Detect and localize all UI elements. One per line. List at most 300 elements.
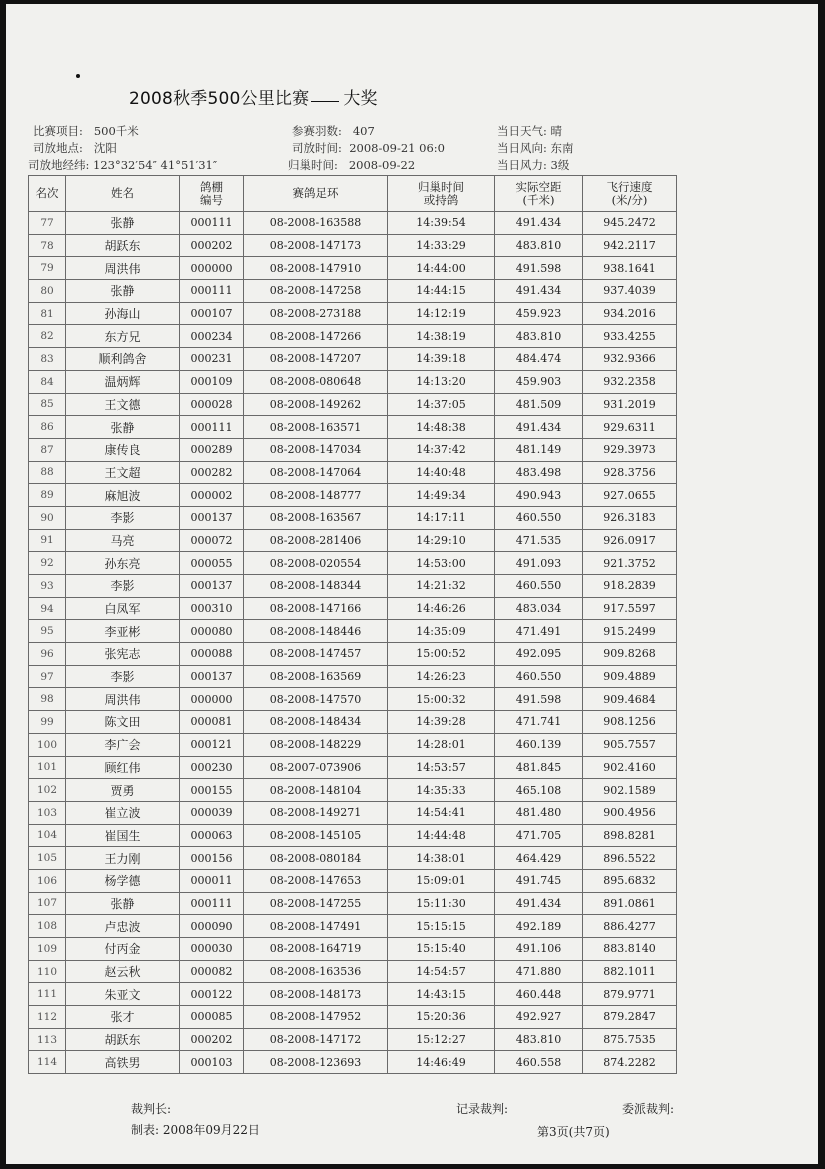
cell-rank: 108 (29, 915, 66, 938)
cell-name: 张静 (66, 892, 180, 915)
cell-name: 温炳辉 (66, 370, 180, 393)
table-row (29, 257, 677, 280)
cell-ring: 08-2008-147255 (244, 892, 388, 915)
cell-speed: 917.5597 (583, 597, 677, 620)
cell-speed: 929.3973 (583, 438, 677, 461)
header-speed-line2: (米/分) (611, 192, 648, 207)
cell-loft: 000234 (180, 325, 244, 348)
table-row (29, 212, 677, 235)
table-row (29, 688, 677, 711)
cell-name: 白凤军 (66, 597, 180, 620)
table-row (29, 234, 677, 257)
cell-ring: 08-2008-020554 (244, 552, 388, 575)
header-rank: 名次 (29, 176, 66, 212)
cell-ring: 08-2008-148777 (244, 484, 388, 507)
cell-name: 孙东亮 (66, 552, 180, 575)
cell-speed: 934.2016 (583, 302, 677, 325)
cell-speed: 902.4160 (583, 756, 677, 779)
cell-rank: 82 (29, 325, 66, 348)
release-time-label: 司放时间: (292, 141, 342, 155)
table-row (29, 529, 677, 552)
cell-time: 15:15:40 (388, 938, 495, 961)
table-row (29, 393, 677, 416)
cell-rank: 91 (29, 529, 66, 552)
cell-distance: 491.434 (495, 416, 583, 439)
cell-rank: 86 (29, 416, 66, 439)
cell-time: 14:54:41 (388, 801, 495, 824)
cell-loft: 000109 (180, 370, 244, 393)
cell-name: 东方兄 (66, 325, 180, 348)
cell-ring: 08-2008-149262 (244, 393, 388, 416)
release-place-field (33, 140, 117, 156)
wind-direction-field (497, 140, 574, 156)
table-row (29, 438, 677, 461)
table-row (29, 416, 677, 439)
cell-ring: 08-2008-147207 (244, 348, 388, 371)
cell-name: 张静 (66, 416, 180, 439)
cell-time: 14:38:01 (388, 847, 495, 870)
cell-speed: 918.2839 (583, 575, 677, 598)
cell-rank: 100 (29, 733, 66, 756)
cell-speed: 938.1641 (583, 257, 677, 280)
cell-time: 14:54:57 (388, 960, 495, 983)
cell-rank: 97 (29, 665, 66, 688)
cell-name: 周洪伟 (66, 257, 180, 280)
cell-loft: 000063 (180, 824, 244, 847)
cell-distance: 481.149 (495, 438, 583, 461)
table-row (29, 370, 677, 393)
header-name: 姓名 (66, 176, 180, 212)
table-row (29, 938, 677, 961)
cell-loft: 000090 (180, 915, 244, 938)
cell-ring: 08-2008-163569 (244, 665, 388, 688)
cell-rank: 107 (29, 892, 66, 915)
cell-speed: 896.5522 (583, 847, 677, 870)
document-title (129, 84, 378, 109)
cell-distance: 460.139 (495, 733, 583, 756)
cell-rank: 113 (29, 1028, 66, 1051)
cell-speed: 945.2472 (583, 212, 677, 235)
cell-distance: 483.810 (495, 325, 583, 348)
table-row (29, 801, 677, 824)
page-indicator: 第3页(共7页) (537, 1125, 610, 1139)
cell-loft: 000111 (180, 416, 244, 439)
cell-loft: 000039 (180, 801, 244, 824)
title-blank-line (311, 100, 339, 102)
cell-rank: 93 (29, 575, 66, 598)
cell-speed: 882.1011 (583, 960, 677, 983)
table-row (29, 552, 677, 575)
cell-speed: 902.1589 (583, 779, 677, 802)
cell-distance: 481.845 (495, 756, 583, 779)
cell-loft: 000002 (180, 484, 244, 507)
cell-speed: 921.3752 (583, 552, 677, 575)
cell-speed: 909.8268 (583, 643, 677, 666)
cell-speed: 883.8140 (583, 938, 677, 961)
cell-rank: 89 (29, 484, 66, 507)
event-field (33, 123, 139, 139)
cell-ring: 08-2008-147064 (244, 461, 388, 484)
cell-ring: 08-2008-273188 (244, 302, 388, 325)
cell-distance: 471.705 (495, 824, 583, 847)
cell-name: 李广会 (66, 733, 180, 756)
cell-speed: 927.0655 (583, 484, 677, 507)
table-row (29, 348, 677, 371)
cell-time: 14:46:26 (388, 597, 495, 620)
cell-name: 高铁男 (66, 1051, 180, 1074)
cell-distance: 491.745 (495, 869, 583, 892)
cell-ring: 08-2008-148344 (244, 575, 388, 598)
cell-distance: 465.108 (495, 779, 583, 802)
cell-distance: 471.880 (495, 960, 583, 983)
cell-loft: 000082 (180, 960, 244, 983)
cell-time: 14:37:42 (388, 438, 495, 461)
table-row (29, 665, 677, 688)
cell-name: 孙海山 (66, 302, 180, 325)
cell-distance: 483.034 (495, 597, 583, 620)
cell-ring: 08-2008-147173 (244, 234, 388, 257)
cell-distance: 492.189 (495, 915, 583, 938)
header-time-line2: 或持鸽 (423, 192, 459, 207)
cell-loft: 000156 (180, 847, 244, 870)
header-ring: 赛鸽足环 (244, 176, 388, 212)
table-row (29, 711, 677, 734)
wind-direction-label: 当日风向: (497, 141, 547, 155)
cell-name: 杨学德 (66, 869, 180, 892)
title-main: 2008秋季500公里比赛 (129, 89, 310, 109)
cell-rank: 109 (29, 938, 66, 961)
chief-judge-label: 裁判长: (131, 1102, 172, 1116)
cell-name: 张静 (66, 212, 180, 235)
return-time-label: 归巢时间: (288, 158, 338, 172)
cell-time: 14:39:28 (388, 711, 495, 734)
cell-loft: 000011 (180, 869, 244, 892)
cell-distance: 460.558 (495, 1051, 583, 1074)
cell-rank: 85 (29, 393, 66, 416)
cell-ring: 08-2008-163567 (244, 506, 388, 529)
cell-time: 14:44:48 (388, 824, 495, 847)
cell-loft: 000137 (180, 575, 244, 598)
cell-speed: 929.6311 (583, 416, 677, 439)
cell-distance: 464.429 (495, 847, 583, 870)
header-distance-line1: 实际空距 (515, 179, 562, 194)
cell-time: 14:49:34 (388, 484, 495, 507)
cell-loft: 000202 (180, 1028, 244, 1051)
cell-name: 胡跃东 (66, 1028, 180, 1051)
header-time-line1: 归巢时间 (418, 179, 464, 194)
header-loft-line2: 编号 (200, 192, 223, 207)
cell-loft: 000000 (180, 688, 244, 711)
cell-loft: 000231 (180, 348, 244, 371)
title-suffix: 大奖 (343, 89, 378, 109)
cell-time: 14:13:20 (388, 370, 495, 393)
cell-name: 张静 (66, 280, 180, 303)
cell-name: 胡跃东 (66, 234, 180, 257)
cell-loft: 000137 (180, 506, 244, 529)
cell-name: 李亚彬 (66, 620, 180, 643)
cell-ring: 08-2008-147910 (244, 257, 388, 280)
cell-ring: 08-2008-147266 (244, 325, 388, 348)
cell-time: 15:09:01 (388, 869, 495, 892)
cell-distance: 491.106 (495, 938, 583, 961)
cell-speed: 905.7557 (583, 733, 677, 756)
cell-distance: 460.448 (495, 983, 583, 1006)
wind-direction-value: 东南 (550, 141, 574, 155)
cell-distance: 460.550 (495, 665, 583, 688)
cell-name: 张才 (66, 1006, 180, 1029)
table-row (29, 824, 677, 847)
cell-name: 王力刚 (66, 847, 180, 870)
cell-speed: 942.2117 (583, 234, 677, 257)
header-distance (495, 176, 583, 212)
cell-speed: 931.2019 (583, 393, 677, 416)
cell-distance: 483.498 (495, 461, 583, 484)
cell-rank: 106 (29, 869, 66, 892)
coords-value: 123°32′54″ 41°51′31″ (93, 158, 218, 172)
cell-distance: 481.509 (495, 393, 583, 416)
header-loft (180, 176, 244, 212)
cell-ring: 08-2008-080648 (244, 370, 388, 393)
cell-time: 15:00:32 (388, 688, 495, 711)
cell-time: 15:20:36 (388, 1006, 495, 1029)
cell-name: 朱亚文 (66, 983, 180, 1006)
release-time-value: 2008-09-21 06:0 (349, 141, 445, 155)
cell-time: 14:28:01 (388, 733, 495, 756)
table-row (29, 484, 677, 507)
cell-ring: 08-2008-147172 (244, 1028, 388, 1051)
cell-name: 顾红伟 (66, 756, 180, 779)
cell-speed: 900.4956 (583, 801, 677, 824)
cell-speed: 898.8281 (583, 824, 677, 847)
cell-name: 陈文田 (66, 711, 180, 734)
entries-field (292, 123, 375, 139)
cell-time: 14:39:18 (388, 348, 495, 371)
cell-speed: 926.0917 (583, 529, 677, 552)
cell-distance: 491.598 (495, 688, 583, 711)
cell-rank: 84 (29, 370, 66, 393)
cell-loft: 000085 (180, 1006, 244, 1029)
cell-loft: 000137 (180, 665, 244, 688)
cell-distance: 492.927 (495, 1006, 583, 1029)
cell-time: 14:43:15 (388, 983, 495, 1006)
cell-speed: 879.9771 (583, 983, 677, 1006)
cell-rank: 87 (29, 438, 66, 461)
cell-rank: 103 (29, 801, 66, 824)
cell-loft: 000030 (180, 938, 244, 961)
cell-speed: 908.1256 (583, 711, 677, 734)
cell-speed: 926.3183 (583, 506, 677, 529)
cell-ring: 08-2008-164719 (244, 938, 388, 961)
cell-name: 顺利鸽舍 (66, 348, 180, 371)
table-row (29, 280, 677, 303)
cell-time: 14:48:38 (388, 416, 495, 439)
cell-loft: 000088 (180, 643, 244, 666)
cell-name: 付丙金 (66, 938, 180, 961)
cell-distance: 483.810 (495, 234, 583, 257)
cell-rank: 77 (29, 212, 66, 235)
table-row (29, 575, 677, 598)
cell-distance: 490.943 (495, 484, 583, 507)
cell-rank: 80 (29, 280, 66, 303)
cell-loft: 000107 (180, 302, 244, 325)
cell-time: 14:37:05 (388, 393, 495, 416)
cell-name: 李影 (66, 506, 180, 529)
delegate-label: 委派裁判: (622, 1102, 675, 1116)
cell-speed: 875.7535 (583, 1028, 677, 1051)
cell-ring: 08-2008-123693 (244, 1051, 388, 1074)
release-place-value: 沈阳 (93, 141, 117, 155)
cell-loft: 000121 (180, 733, 244, 756)
cell-ring: 08-2008-148173 (244, 983, 388, 1006)
header-loft-line1: 鸽棚 (200, 179, 223, 194)
cell-name: 贾勇 (66, 779, 180, 802)
cell-ring: 08-2008-147457 (244, 643, 388, 666)
cell-loft: 000282 (180, 461, 244, 484)
cell-distance: 483.810 (495, 1028, 583, 1051)
cell-ring: 08-2008-163588 (244, 212, 388, 235)
wind-force-value: 3级 (550, 158, 570, 172)
table-row (29, 1051, 677, 1074)
cell-rank: 114 (29, 1051, 66, 1074)
cell-ring: 08-2008-148434 (244, 711, 388, 734)
table-header-row (29, 176, 677, 212)
cell-time: 15:15:15 (388, 915, 495, 938)
cell-rank: 94 (29, 597, 66, 620)
cell-time: 15:11:30 (388, 892, 495, 915)
cell-loft: 000055 (180, 552, 244, 575)
table-row (29, 960, 677, 983)
results-table (28, 175, 677, 1074)
cell-loft: 000111 (180, 280, 244, 303)
cell-time: 14:21:32 (388, 575, 495, 598)
cell-loft: 000072 (180, 529, 244, 552)
cell-ring: 08-2008-148229 (244, 733, 388, 756)
cell-loft: 000310 (180, 597, 244, 620)
cell-rank: 79 (29, 257, 66, 280)
cell-name: 李影 (66, 575, 180, 598)
cell-speed: 932.2358 (583, 370, 677, 393)
table-row (29, 325, 677, 348)
weather-value: 晴 (550, 124, 563, 138)
cell-speed: 909.4684 (583, 688, 677, 711)
cell-distance: 471.741 (495, 711, 583, 734)
wind-force-label: 当日风力: (497, 158, 547, 172)
cell-name: 赵云秋 (66, 960, 180, 983)
cell-speed: 891.0861 (583, 892, 677, 915)
cell-distance: 492.095 (495, 643, 583, 666)
cell-loft: 000289 (180, 438, 244, 461)
cell-time: 14:35:33 (388, 779, 495, 802)
cell-time: 14:35:09 (388, 620, 495, 643)
cell-rank: 78 (29, 234, 66, 257)
table-row (29, 461, 677, 484)
cell-name: 王文超 (66, 461, 180, 484)
cell-ring: 08-2008-147166 (244, 597, 388, 620)
cell-distance: 491.093 (495, 552, 583, 575)
header-time (388, 176, 495, 212)
cell-distance: 491.598 (495, 257, 583, 280)
cell-distance: 491.434 (495, 280, 583, 303)
cell-ring: 08-2008-147491 (244, 915, 388, 938)
cell-name: 王文德 (66, 393, 180, 416)
cell-speed: 879.2847 (583, 1006, 677, 1029)
cell-distance: 491.434 (495, 892, 583, 915)
recorder-label: 记录裁判: (456, 1102, 509, 1116)
cell-distance: 460.550 (495, 575, 583, 598)
cell-rank: 92 (29, 552, 66, 575)
cell-rank: 83 (29, 348, 66, 371)
cell-speed: 915.2499 (583, 620, 677, 643)
cell-name: 卢忠波 (66, 915, 180, 938)
table-row (29, 779, 677, 802)
table-row (29, 869, 677, 892)
entries-label: 参赛羽数: (292, 124, 342, 138)
cell-rank: 104 (29, 824, 66, 847)
cell-speed: 874.2282 (583, 1051, 677, 1074)
cell-speed: 909.4889 (583, 665, 677, 688)
cell-name: 马亮 (66, 529, 180, 552)
cell-rank: 88 (29, 461, 66, 484)
cell-ring: 08-2008-148446 (244, 620, 388, 643)
table-row (29, 1028, 677, 1051)
cell-loft: 000122 (180, 983, 244, 1006)
header-speed (583, 176, 677, 212)
cell-ring: 08-2008-147034 (244, 438, 388, 461)
cell-loft: 000202 (180, 234, 244, 257)
cell-rank: 96 (29, 643, 66, 666)
cell-loft: 000081 (180, 711, 244, 734)
cell-ring: 08-2008-147258 (244, 280, 388, 303)
cell-name: 周洪伟 (66, 688, 180, 711)
header-distance-line2: (千米) (522, 192, 555, 207)
table-row (29, 847, 677, 870)
prepared-date: 制表: 2008年09月22日 (131, 1123, 260, 1137)
cell-distance: 471.491 (495, 620, 583, 643)
cell-rank: 110 (29, 960, 66, 983)
cell-loft: 000111 (180, 212, 244, 235)
cell-loft: 000028 (180, 393, 244, 416)
event-value: 500千米 (93, 124, 139, 138)
cell-name: 麻旭波 (66, 484, 180, 507)
cell-time: 14:39:54 (388, 212, 495, 235)
cell-time: 14:40:48 (388, 461, 495, 484)
cell-time: 15:00:52 (388, 643, 495, 666)
table-row (29, 643, 677, 666)
cell-loft: 000000 (180, 257, 244, 280)
cell-speed: 895.6832 (583, 869, 677, 892)
cell-speed: 937.4039 (583, 280, 677, 303)
cell-distance: 460.550 (495, 506, 583, 529)
cell-distance: 484.474 (495, 348, 583, 371)
table-row (29, 756, 677, 779)
cell-ring: 08-2008-145105 (244, 824, 388, 847)
cell-time: 14:17:11 (388, 506, 495, 529)
return-time-field (288, 157, 415, 173)
cell-loft: 000080 (180, 620, 244, 643)
cell-name: 张宪志 (66, 643, 180, 666)
cell-distance: 471.535 (495, 529, 583, 552)
cell-ring: 08-2008-163536 (244, 960, 388, 983)
return-time-value: 2008-09-22 (348, 158, 416, 172)
cell-distance: 481.480 (495, 801, 583, 824)
cell-distance: 491.434 (495, 212, 583, 235)
weather-field (497, 123, 562, 139)
cell-time: 14:46:49 (388, 1051, 495, 1074)
release-time-field (292, 140, 445, 156)
table-row (29, 915, 677, 938)
cell-rank: 99 (29, 711, 66, 734)
results-body (29, 212, 677, 1074)
